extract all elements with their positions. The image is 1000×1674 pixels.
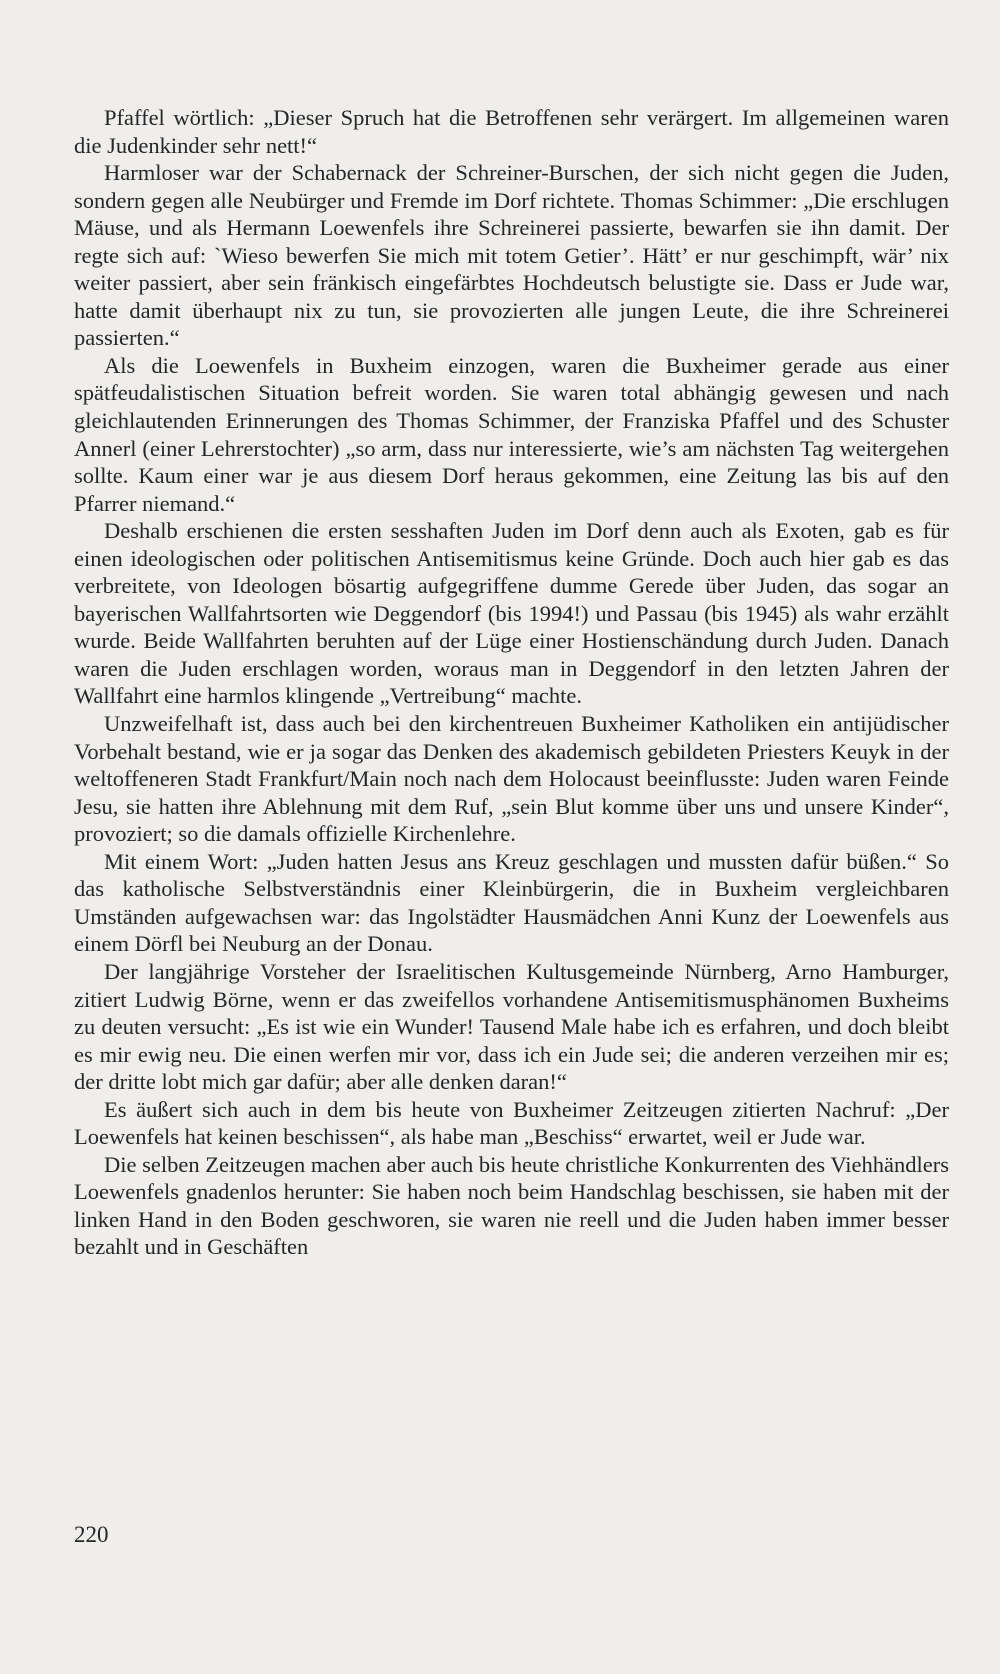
paragraph: Pfaffel wörtlich: „Dieser Spruch hat die Betroffenen sehr verärgert. Im allgemeinen waren die Judenkinder sehr nett!“ [74, 105, 949, 158]
paragraph: Unzweifelhaft ist, dass auch bei den kirchentreuen Buxheimer Katholiken ein antijüdischer Vorbehalt bestand, wie er ja sogar das Denken des akademisch gebildeten Priesters Keuyk in der weltoffeneren Stadt Frankfurt/Main noch nach dem Holocaust beeinflusste: Juden waren Feinde Jesu, sie hatten ihre Ablehnung mit dem Ruf, „sein Blut komme über uns und unsere Kinder“, provoziert; so die damals offizielle Kirchenlehre. [74, 711, 949, 847]
paragraph: Es äußert sich auch in dem bis heute von Buxheimer Zeitzeugen zitierten Nachruf: „Der Loewenfels hat keinen beschissen“, als habe man „Beschiss“ erwartet, weil er Jude war. [74, 1096, 949, 1150]
paragraph: Harmloser war der Schabernack der Schreiner-Burschen, der sich nicht gegen die Juden, sondern gegen alle Neubürger und Fremde im Dorf richtete. Thomas Schimmer: „Die erschlugen Mäuse, und als Hermann Loewenfels ihre Schreinerei passierte, bewarfen sie ihn damit. Der regte sich auf: `Wieso bewerfen Sie mich mit totem Getier’. Hätt’ er nur geschimpft, wär’ nix weiter passiert, aber sein fränkisch eingefärbtes Hochdeutsch belustigte sie. Dass er Jude war, hatte damit überhaupt nix zu tun, sie provozierten alle jungen Leute, die ihre Schreinerei passierten.“ [74, 160, 949, 351]
paragraph: Der langjährige Vorsteher der Israelitischen Kultusgemeinde Nürnberg, Arno Hamburger, zitiert Ludwig Börne, wenn er das zweifellos vorhandene Antisemitismusphänomen Buxheims zu deuten versucht: „Es ist wie ein Wunder! Tausend Male habe ich es erfahren, und doch bleibt es mir ewig neu. Die einen werfen mir vor, dass ich ein Jude sei; die anderen verzeihen mir es; der dritte lobt mich gar dafür; aber alle denken daran!“ [74, 958, 949, 1095]
paragraph: Die selben Zeitzeugen machen aber auch bis heute christliche Konkurrenten des Viehhändlers Loewenfels gnadenlos herunter: Sie haben noch beim Handschlag beschissen, sie haben mit der linken Hand in den Boden geschworen, sie waren nie reell und die Juden haben immer besser bezahlt und in Geschäften [74, 1151, 949, 1260]
paragraph: Deshalb erschienen die ersten sesshaften Juden im Dorf denn auch als Exoten, gab es für einen ideologischen oder politischen Antisemitismus keine Gründe. Doch auch hier gab es das verbreitete, von Ideologen bösartig aufgegriffene dumme Gerede über Juden, das sogar an bayerischen Wallfahrtsorten wie Deggendorf (bis 1994!) und Passau (bis 1945) als wahr erzählt wurde. Beide Wallfahrten beruhten auf der Lüge einer Hostienschändung durch Juden. Danach waren die Juden erschlagen worden, woraus man in Deggendorf in den letzten Jahren der Wallfahrt eine harmlos klingende „Vertreibung“ machte. [74, 518, 949, 709]
paragraph: Als die Loewenfels in Buxheim einzogen, waren die Buxheimer gerade aus einer spätfeudalistischen Situation befreit worden. Sie waren total abhängig gewesen und nach gleichlautenden Erinnerungen des Thomas Schimmer, der Franziska Pfaffel und des Schuster Annerl (einer Lehrerstochter) „so arm, dass nur interessierte, wie’s am nächsten Tag weitergehen sollte. Kaum einer war je aus diesem Dorf heraus gekommen, eine Zeitung las bis auf den Pfarrer niemand.“ [74, 352, 949, 516]
page-number: 220 [74, 1522, 109, 1547]
paragraph: Mit einem Wort: „Juden hatten Jesus ans Kreuz geschlagen und mussten dafür büßen.“ So das katholische Selbstverständnis einer Kleinbürgerin, die in Buxheim vergleichbaren Umständen aufgewachsen war: das Ingolstädter Hausmädchen Anni Kunz der Loewenfels aus einem Dörfl bei Neuburg an der Donau. [74, 848, 949, 957]
body-text [74, 104, 949, 1261]
